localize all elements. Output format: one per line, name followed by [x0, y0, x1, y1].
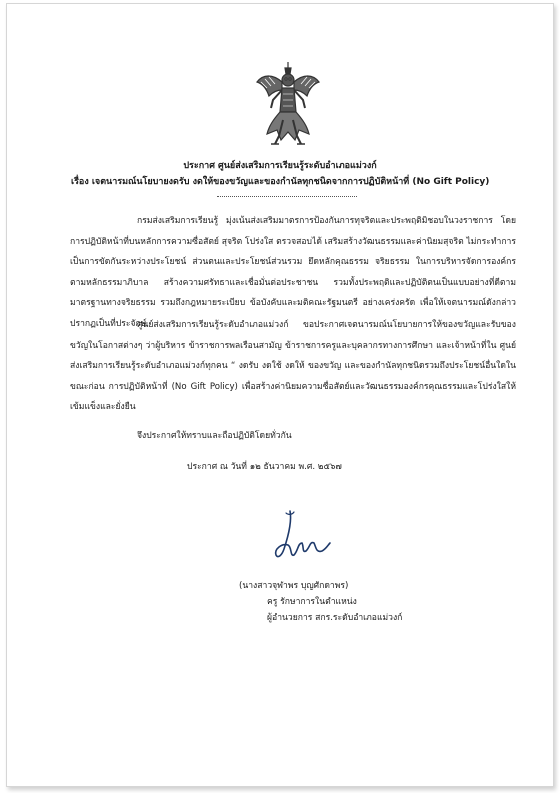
body-paragraph-1: กรมส่งเสริมการเรียนรู้ มุ่งเน้นส่งเสริมมาตรการป้องกันการทุจริตและประพฤติมิชอบในวงราชการ โดยการปฏิบัติหน้าที่บนหลักการความซื่อสัตย์ สุจริต โปร่งใส ตรวจสอบได้ เสริมสร้างวัฒนธรรมและค่านิยมสุจริต ไม่กระทำการเป็นการขัดกันระหว่างประโยชน์ ส่วนตนและประโยชน์ส่วนรวม ยึดหลักคุณธรรม จริยธรรม ในการบริหารจัดการองค์กรตามหลักธรรมาภิบาล สร้างความศรัทธาและเชื่อมั่นต่อประชาชน รวมทั้งประพฤติและปฏิบัติตนเป็นแบบอย่างที่ดีตามมาตรฐานทางจริยธรรม รวมถึงกฎหมายระเบียบ ข้อบังคับและมติคณะรัฐมนตรี อย่างเคร่งครัด เพื่อให้เจตนารมณ์ดังกล่าวปรากฏเป็นที่ประจักษ์ [70, 216, 516, 329]
signatory-name: (นางสาวจุฬาพร บุญศักดาพร) [239, 581, 349, 591]
handwritten-signature [272, 509, 332, 565]
announcement-subject: เรื่อง เจตนารมณ์นโยบายงดรับ งดให้ของขวัญและของกำนัลทุกชนิดจากการปฏิบัติหน้าที่ (No Gift Policy) [71, 177, 490, 187]
garuda-emblem-icon [255, 60, 321, 146]
signatory-position-2: ผู้อำนวยการ สกร.ระดับอำเภอแม่วงก์ [267, 613, 403, 623]
announcement-title: ประกาศ ศูนย์ส่งเสริมการเรียนรู้ระดับอำเภอแม่วงก์ [183, 161, 377, 171]
document-page [6, 3, 554, 787]
body-paragraph-2: ศูนย์ส่งเสริมการเรียนรู้ระดับอำเภอแม่วงก์ ขอประกาศเจตนารมณ์นโยบายการให้ของขวัญและรับของขวัญในโอกาสต่างๆ ว่าผู้บริหาร ข้าราชการพลเรือนสามัญ ข้าราชการครูและบุคลากรทางการศึกษา และเจ้าหน้าที่ใน ศูนย์ส่งเสริมการเรียนรู้ระดับอำเภอแม่วงก์ทุกคน “ งดรับ งดใช้ งดให้ ของขวัญ และของกำนัลทุกชนิดรวมถึงประโยชน์อื่นใดในขณะก่อน การปฏิบัติหน้าที่ (No Gift Policy) เพื่อสร้างค่านิยมความซื่อสัตย์และวัฒนธรรมองค์กรคุณธรรมและโปร่งใสให้เข้มแข็งและยั่งยืน [70, 320, 516, 412]
announcement-date: ประกาศ ณ วันที่ ๑๒ ธันวาคม พ.ศ. ๒๕๖๗ [187, 462, 342, 472]
title-divider [217, 196, 357, 197]
signatory-position-1: ครู รักษาการในตำแหน่ง [267, 597, 357, 607]
closing-statement: จึงประกาศให้ทราบและถือปฏิบัติโดยทั่วกัน [137, 431, 292, 441]
